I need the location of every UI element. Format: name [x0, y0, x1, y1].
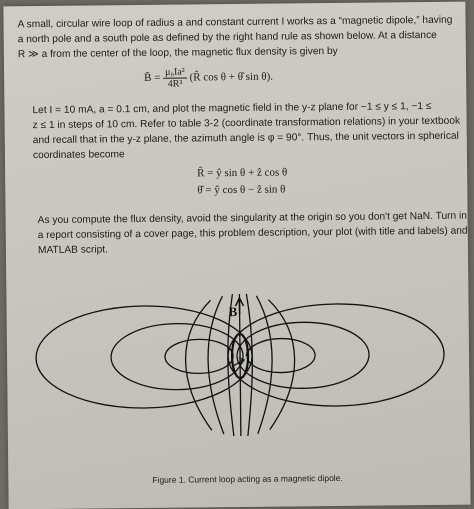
params-line-3: and recall that in the y-z plane, the azimuth angle is φ = 90°. Thus, the unit vectors in spherical: [32, 130, 459, 147]
field-line-vertical-right-2: [256, 296, 272, 434]
instructions-line-2: a report consisting of a cover page, this problem description, your plot (with title and labels) and: [37, 225, 468, 242]
equation-rhs: (R̂ cos θ + θ̂ sin θ).: [189, 70, 274, 84]
field-line-left-outer: [36, 305, 253, 409]
field-line-left-inner: [165, 339, 233, 374]
unit-vector-r: R̂ = ŷ sin θ + ẑ cos θ: [197, 166, 288, 180]
equation-lhs: B̄ =: [144, 71, 161, 84]
equation-denominator: 4R³: [167, 78, 183, 90]
magnetic-dipole-figure: [3, 2, 470, 509]
field-line-left-middle: [111, 323, 244, 390]
unit-vector-theta: θ̂ = ŷ cos θ − ẑ sin θ: [197, 183, 286, 197]
params-line-1: Let I = 10 mA, a = 0.1 cm, and plot the magnetic field in the y-z plane for −1 ≤ y ≤ 1, −1 ≤: [32, 100, 432, 117]
intro-line-1: A small, circular wire loop of radius a and constant current I works as a “magnetic dipole,” having: [17, 14, 453, 31]
field-line-right-inner: [247, 338, 315, 373]
intro-line-3: R ≫ a from the center of the loop, the magnetic flux density is given by: [17, 45, 338, 61]
field-line-vertical-center: [239, 294, 240, 436]
field-line-right-middle: [237, 322, 370, 389]
figure-caption: Figure 1. Current loop acting as a magnetic dipole.: [152, 472, 343, 485]
equation-numerator: μ₀Ia²: [163, 67, 187, 79]
instructions-line-3: MATLAB script.: [37, 244, 109, 257]
field-line-vertical-left-2: [207, 296, 223, 434]
intro-line-2: a north pole and a south pole as defined by the right hand rule as shown below. At a distance: [17, 29, 437, 46]
b-field-label: B: [228, 304, 238, 320]
current-label: I: [244, 347, 249, 359]
params-line-4: coordinates become: [32, 149, 125, 162]
instructions-line-1: As you compute the flux density, avoid the singularity at the origin so you don't get NaN. Turn in: [37, 210, 467, 227]
field-line-right-outer: [228, 303, 445, 407]
worksheet-page: [3, 2, 470, 509]
params-line-2: z ≤ 1 in steps of 10 cm. Refer to table 3-2 (coordinate transformation relations) in your textbook: [32, 115, 461, 132]
